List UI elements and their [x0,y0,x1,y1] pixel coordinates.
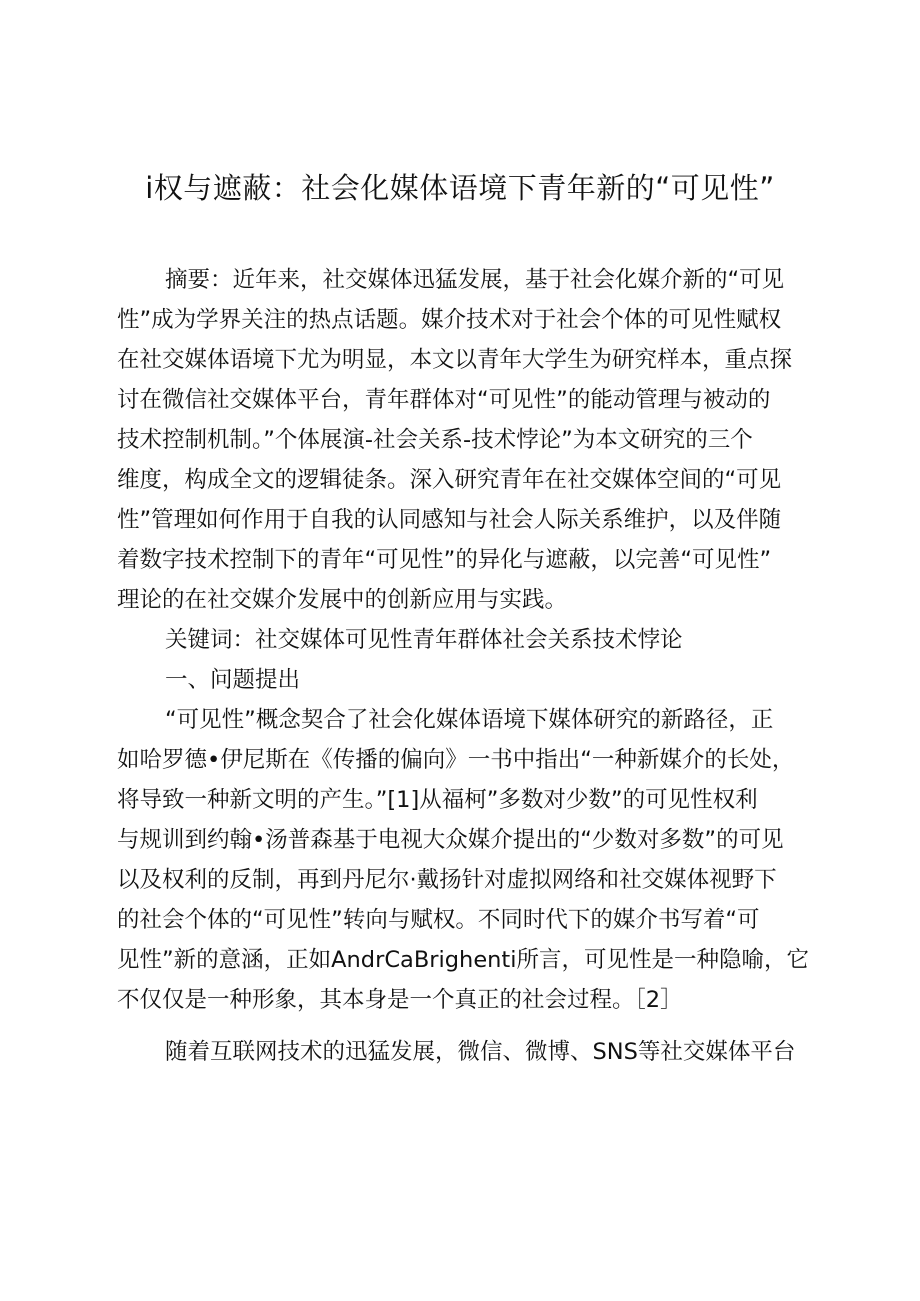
body-line: 见性”新的意涵，正如AndrCaBrighenti所言，可见性是一种隐喻，它 [117,947,809,973]
body-line: 不仅仅是一种形象，其本身是一个真正的社会过程。［2］ [117,987,683,1013]
body-line: 将导致一种新文明的产生。”[1]从福柯”多数对少数”的可见性权利 [117,787,758,813]
abstract-line: 摘要：近年来，社交媒体迅猛发展，基于社会化媒介新的“可见 [165,267,785,293]
abstract-line: 理论的在社交媒介发展中的创新应用与实践。 [117,587,568,613]
continuation-line: 随着互联网技术的迅猛发展，微信、微博、SNS等社交媒体平台 [165,1039,796,1065]
paragraph-gap [117,1020,817,1032]
abstract-line: 技术控制机制。”个体展演-社会关系-技术悖论”为本文研究的三个 [117,427,753,453]
body-line: 以及权利的反制，再到丹尼尔·戴扬针对虚拟网络和社交媒体视野下 [117,867,777,893]
abstract-line: 着数字技术控制下的青年“可见性”的异化与遮蔽，以完善“可见性” [117,547,772,573]
keywords-line: 关键词：社交媒体可见性青年群体社会关系技术悖论 [165,627,683,653]
body-paragraph [117,700,817,1020]
keywords-paragraph [117,620,817,660]
abstract-line: 维度，构成全文的逻辑徒条。深入研究青年在社交媒体空间的“可见 [117,467,782,493]
section-heading: 一、问题提出 [165,667,301,693]
abstract-line: 在社交媒体语境下尤为明显，本文以青年大学生为研究样本，重点探 [117,347,793,373]
section-heading-paragraph [117,660,817,700]
document-body [117,260,817,1072]
body-line: 的社会个体的“可见性”转向与赋权。不同时代下的媒介书写着“可 [117,907,760,933]
body-line: 与规训到约翰•汤普森基于电视大众媒介提出的“少数对多数”的可见 [117,827,784,853]
body-line: 如哈罗德•伊尼斯在《传播的偏向》一书中指出“一种新媒介的长处， [117,747,795,773]
abstract-line: 讨在微信社交媒体平台，青年群体对“可见性”的能动管理与被动的 [117,387,771,413]
abstract-line: 性”管理如何作用于自我的认同感知与社会人际关系维护，以及伴随 [117,507,782,533]
abstract-line: 性”成为学界关注的热点话题。媒介技术对于社会个体的可见性赋权 [117,307,782,333]
continuation-paragraph [117,1032,817,1072]
document-title: i权与遮蔽：社会化媒体语境下青年新的“可见性” [145,171,775,205]
body-line: “可见性”概念契合了社会化媒体语境下媒体研究的新路径，正 [165,707,774,733]
abstract-paragraph [117,260,817,620]
